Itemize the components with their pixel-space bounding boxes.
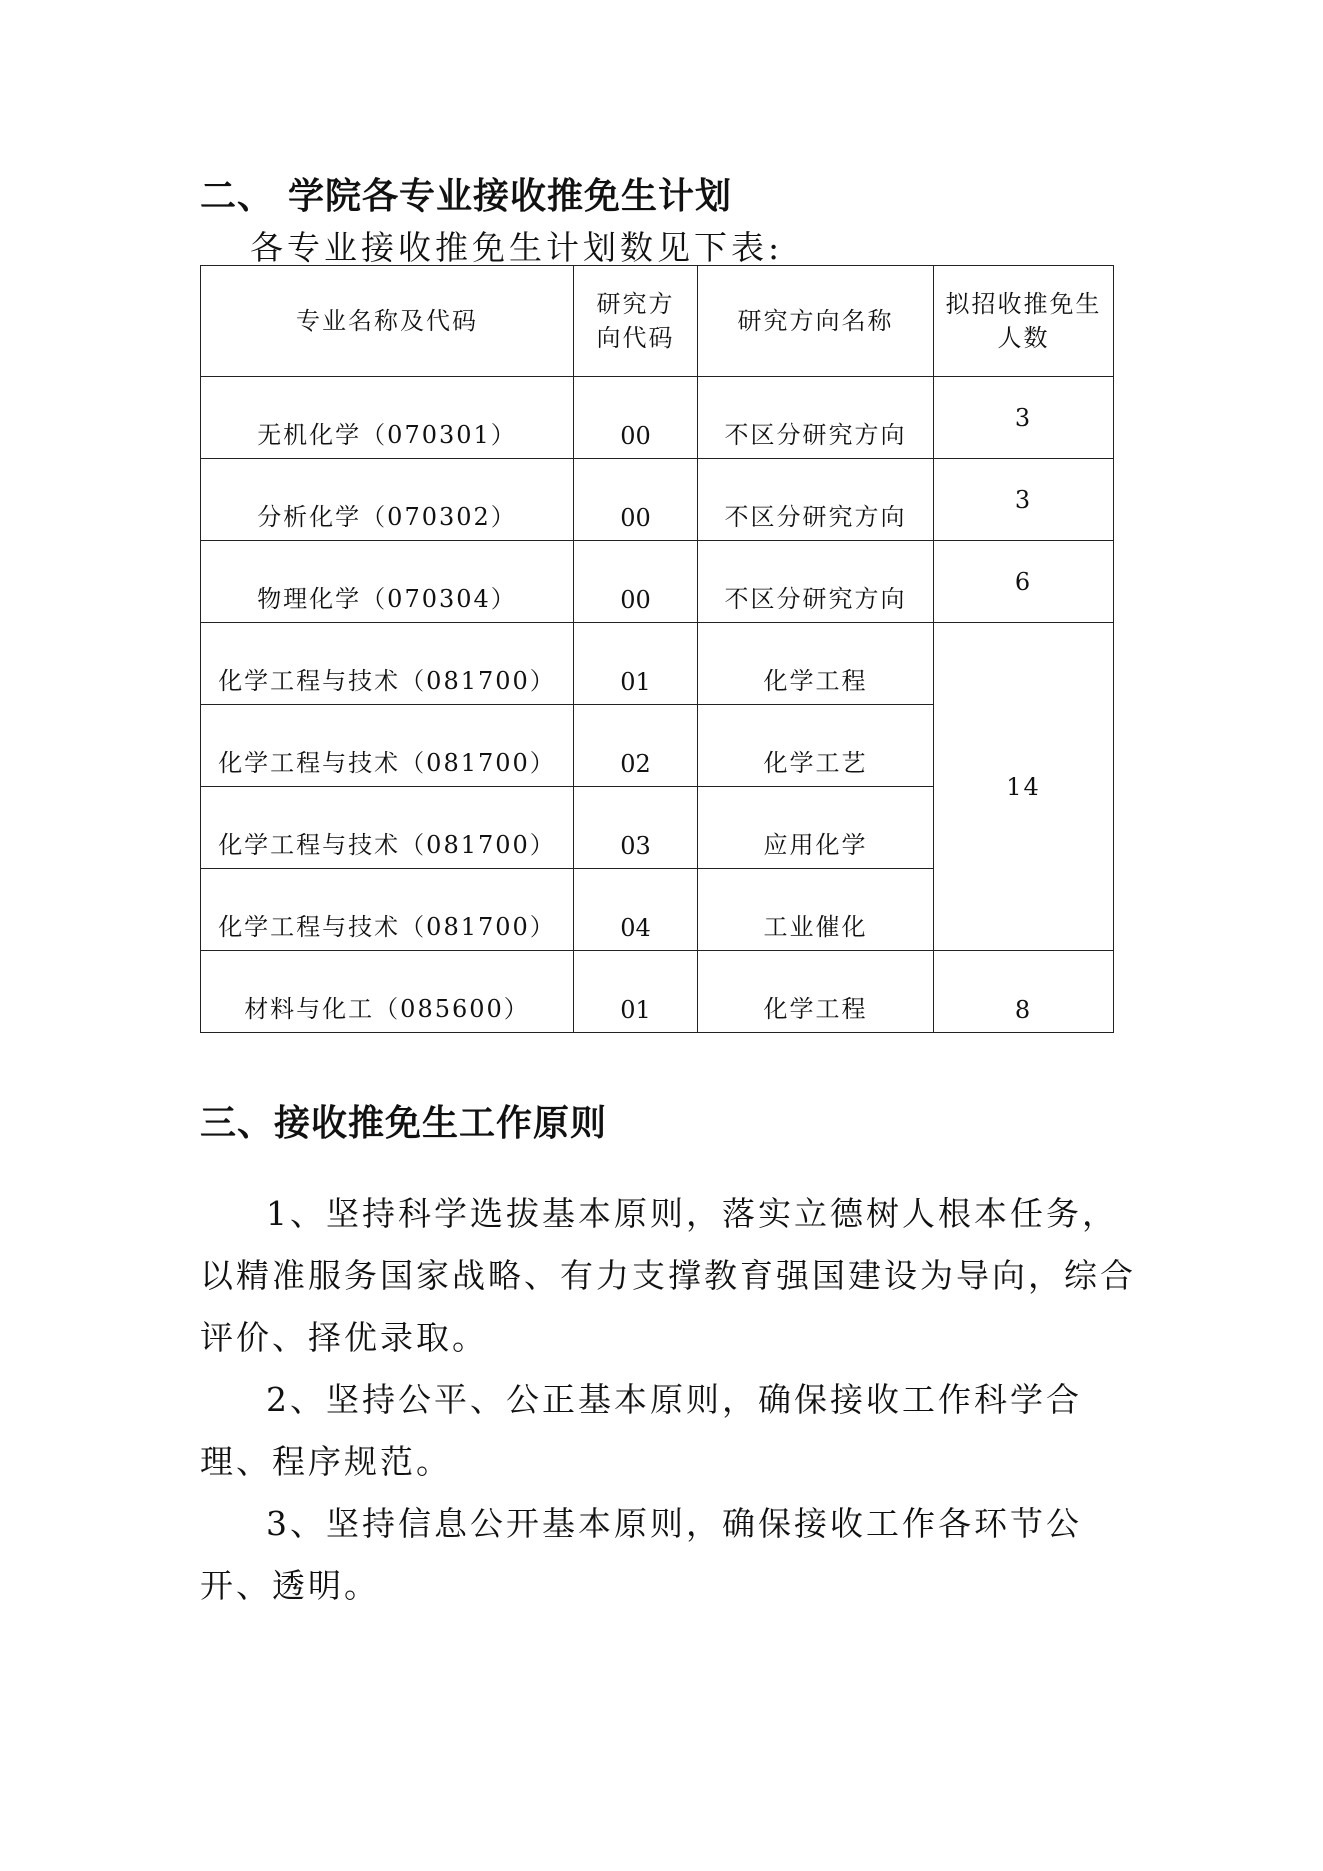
section-2-heading [200,168,732,219]
cell-major: 无机化学（070301） [201,377,574,459]
cell-direction-name: 不区分研究方向 [698,541,934,623]
cell-direction-code: 01 [574,623,698,705]
section-2-title: 学院各专业接收推免生计划 [288,176,733,217]
cell-direction-name: 不区分研究方向 [698,459,934,541]
cell-direction-code: 02 [574,705,698,787]
cell-quota: 8 [934,951,1114,1033]
cell-major: 物理化学（070304） [201,541,574,623]
table-row [201,459,1114,541]
cell-quota: 3 [934,459,1114,541]
table-row [201,951,1114,1033]
cell-quota: 6 [934,541,1114,623]
header-direction-name: 研究方向名称 [698,266,934,377]
section-2-number: 二、 [200,176,275,217]
cell-quota-merged: 14 [934,623,1114,951]
cell-direction-code: 00 [574,377,698,459]
table-row [201,623,1114,705]
cell-major: 分析化学（070302） [201,459,574,541]
cell-direction-code: 01 [574,951,698,1033]
table-row [201,377,1114,459]
section-3-heading: 三、接收推免生工作原则 [200,1103,608,1144]
cell-direction-name: 应用化学 [698,787,934,869]
cell-direction-code: 00 [574,459,698,541]
cell-direction-code: 00 [574,541,698,623]
table-intro-text: 各专业接收推免生计划数见下表: [250,228,784,267]
cell-direction-code: 04 [574,869,698,951]
cell-direction-name: 化学工艺 [698,705,934,787]
cell-direction-name: 工业催化 [698,869,934,951]
header-direction-code: 研究方向代码 [574,266,698,377]
cell-direction-name: 化学工程 [698,951,934,1033]
table-header-row [201,266,1114,377]
principle-paragraph-2: 2、坚持公平、公正基本原则，确保接收工作科学合理、程序规范。 [200,1380,1082,1481]
cell-direction-name: 化学工程 [698,623,934,705]
cell-major: 化学工程与技术（081700） [201,787,574,869]
header-quota: 拟招收推免生人数 [934,266,1114,377]
admission-plan-table [200,265,1114,1033]
cell-major: 材料与化工（085600） [201,951,574,1033]
cell-major: 化学工程与技术（081700） [201,705,574,787]
principle-paragraph-3: 3、坚持信息公开基本原则，确保接收工作各环节公开、透明。 [200,1504,1082,1605]
cell-quota: 3 [934,377,1114,459]
cell-major: 化学工程与技术（081700） [201,869,574,951]
cell-major: 化学工程与技术（081700） [201,623,574,705]
cell-direction-code: 03 [574,787,698,869]
table-row [201,541,1114,623]
principle-paragraph-1: 1、坚持科学选拔基本原则，落实立德树人根本任务，以精准服务国家战略、有力支撑教育强国建设为导向，综合评价、择优录取。 [200,1194,1136,1357]
header-major: 专业名称及代码 [201,266,574,377]
cell-direction-name: 不区分研究方向 [698,377,934,459]
